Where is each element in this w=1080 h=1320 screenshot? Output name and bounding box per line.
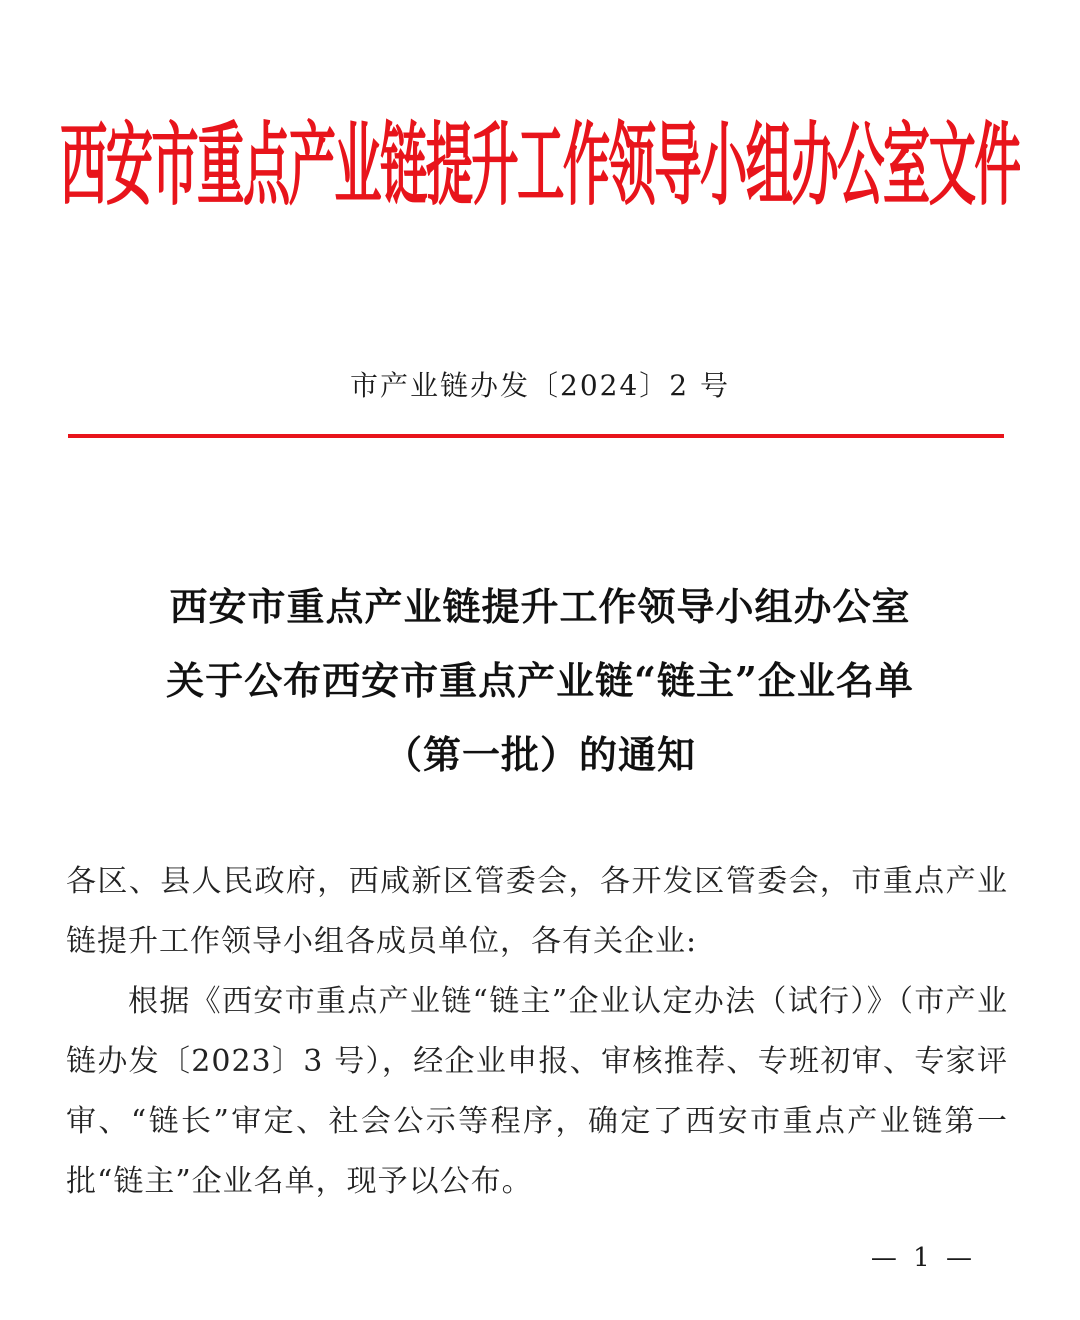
red-separator-line xyxy=(68,434,1004,438)
title-line-1: 西安市重点产业链提升工作领导小组办公室 xyxy=(169,584,911,629)
notice-title xyxy=(40,570,1040,792)
page-number: — 1 — xyxy=(870,1243,976,1273)
notice-body xyxy=(66,852,1008,1212)
title-line-2: 关于公布西安市重点产业链“链主”企业名单 xyxy=(166,658,914,703)
title-line-3: （第一批）的通知 xyxy=(383,732,696,777)
body-paragraph: 根据《西安市重点产业链“链主”企业认定办法（试行）》（市产业链办发〔2023〕3 号），经企业申报、审核推荐、专班初审、专家评审、“链长”审定、社会公示等程序，确定了西安市重点产业链第一批“链主”企业名单，现予以公布。 xyxy=(66,984,1008,1199)
salutation: 各区、县人民政府，西咸新区管委会，各开发区管委会，市重点产业链提升工作领导小组各成员单位，各有关企业: xyxy=(66,864,1008,959)
document-number: 市产业链办发〔2024〕2 号 xyxy=(350,369,730,402)
masthead-title: 西安市重点产业链提升工作领导小组办公室文件 xyxy=(60,112,1020,218)
masthead xyxy=(60,100,1020,230)
